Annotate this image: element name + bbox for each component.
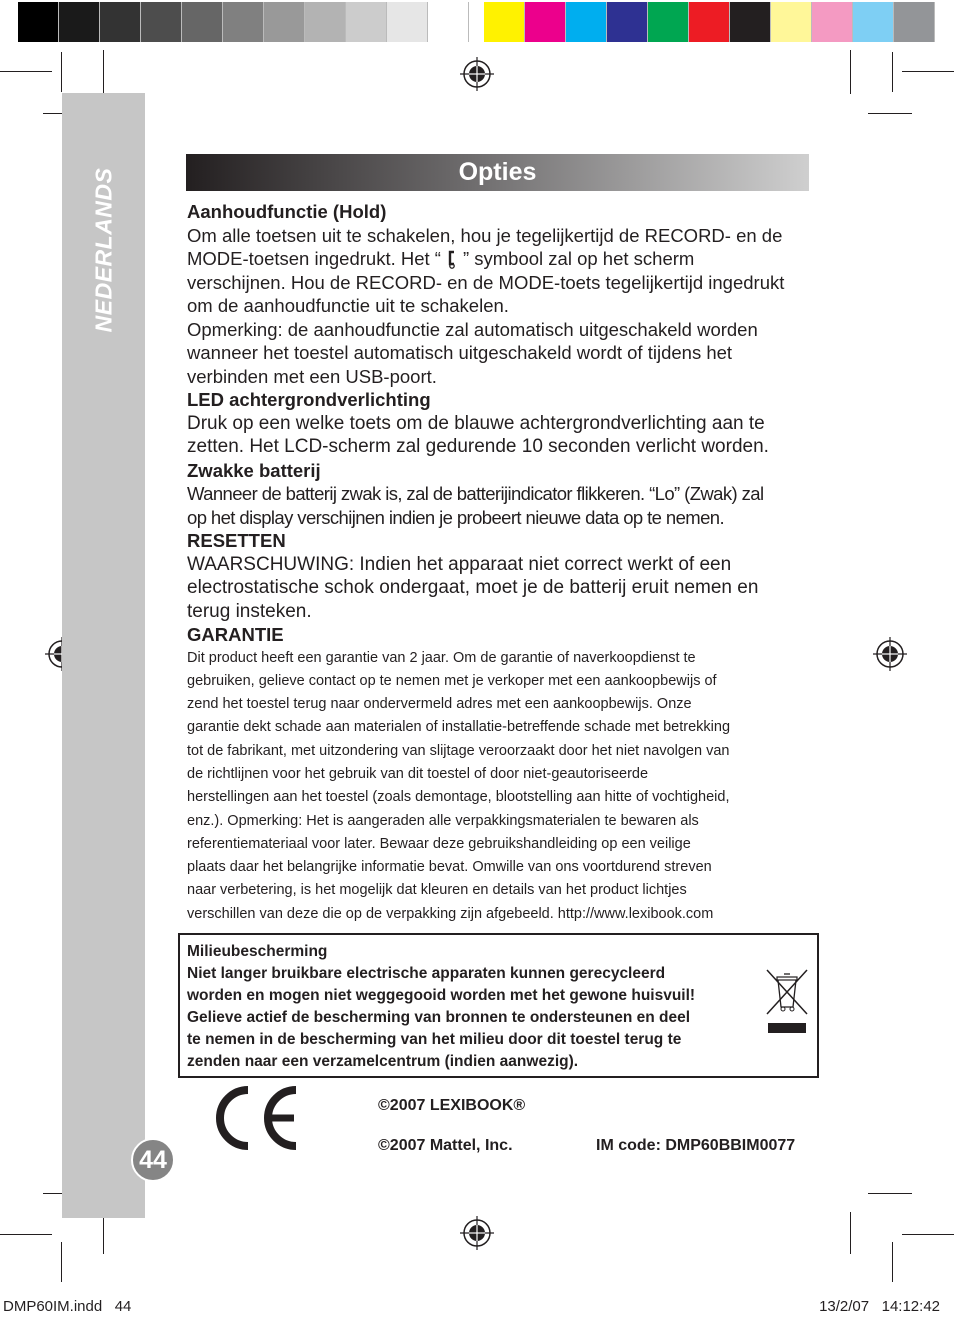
- crossed-out-bin-icon: [764, 967, 810, 1017]
- environment-notice-line: Niet langer bruikbare electrische apparaten kunnen gerecycleerd: [187, 965, 666, 982]
- body-line: ” symbool zal op het scherm: [462, 248, 695, 269]
- warranty-line: gebruiken, gelieve contact op te nemen met je verkoper met een aankoopbewijs of: [187, 672, 717, 689]
- color-swatch: [141, 2, 182, 42]
- slug-filename: DMP60IM.indd 44: [3, 1298, 132, 1315]
- environment-notice-text: [187, 941, 757, 1073]
- copyright-mattel: ©2007 Mattel, Inc.: [378, 1137, 513, 1154]
- grayscale-color-bar: [18, 2, 469, 42]
- crop-mark: [0, 71, 52, 72]
- crop-mark: [103, 50, 104, 94]
- bin-underline-bar: [768, 1023, 806, 1033]
- color-swatch: [428, 2, 469, 42]
- crop-mark: [902, 71, 954, 72]
- body-line: op het display verschijnen indien je probeert nieuwe data op te nemen.: [187, 506, 725, 528]
- warranty-line: verschillen van deze die op de verpakking zijn afgebeeld. http://www.lexibook.com: [187, 905, 714, 922]
- color-swatch: [59, 2, 100, 42]
- body-line: verbinden met een USB-poort.: [187, 365, 437, 387]
- registration-mark-icon: [460, 1216, 494, 1250]
- crop-mark: [902, 1234, 954, 1235]
- warranty-line: enz.). Opmerking: Het is aangeraden alle verpakkingsmaterialen te bewaren als: [187, 812, 699, 829]
- body-line: MODE-toetsen ingedrukt. Het “: [187, 248, 441, 269]
- color-swatch: [894, 2, 935, 42]
- ce-mark-icon: [206, 1084, 302, 1152]
- environment-notice-line: worden en mogen niet weggegooid worden met het gewone huisvuil!: [187, 987, 696, 1004]
- warranty-line: Dit product heeft een garantie van 2 jaar. Om de garantie of naverkoopdienst te: [187, 649, 696, 666]
- crop-mark: [868, 1193, 912, 1194]
- body-line: terug insteken.: [187, 600, 312, 622]
- color-swatch: [264, 2, 305, 42]
- body-line: om de aanhoudfunctie uit te schakelen.: [187, 295, 509, 316]
- warranty-line: garantie dekt schade aan materialen of installatie-betreffende schade met betrekking: [187, 719, 731, 736]
- registration-mark-icon: [873, 637, 907, 671]
- hold-key-icon: [441, 249, 463, 269]
- section-heading-warranty: GARANTIE: [187, 624, 284, 645]
- crop-mark: [868, 113, 912, 114]
- page-number: 44: [131, 1138, 175, 1182]
- crop-mark: [850, 50, 851, 94]
- color-swatch: [566, 2, 607, 42]
- warranty-line: zend het toestel terug naar ondervermeld adres met een aankoopbewijs. Onze: [187, 696, 692, 713]
- registration-mark-icon: [460, 57, 494, 91]
- warranty-line: referentiemateriaal voor later. Bewaar deze gebruikshandleiding op een veilige: [187, 835, 691, 852]
- body-line: electrostatische schok ondergaat, moet je de batterij eruit nemen en: [187, 577, 759, 598]
- section-heading-reset: RESETTEN: [187, 530, 286, 551]
- warranty-line: plaats daar het belangrijke informatie bevat. Omwille van ons voortdurend streven: [187, 859, 712, 876]
- color-swatch: [648, 2, 689, 42]
- body-line: zetten. Het LCD-scherm zal gedurende 10 seconden verlicht worden.: [187, 436, 769, 457]
- color-swatch: [18, 2, 59, 42]
- color-swatch: [387, 2, 428, 42]
- color-swatch: [223, 2, 264, 42]
- warranty-line: tot de fabrikant, met uitzondering van slijtage veroorzaakt door het niet navolgen van: [187, 742, 730, 759]
- process-color-bar: [484, 2, 935, 42]
- warranty-line: de richtlijnen voor het gebruik van dit toestel of door niet-geautoriseerde: [187, 765, 649, 782]
- warranty-line: herstellingen aan het toestel (zoals demontage, blootstelling aan hitte of vochtigheid,: [187, 789, 730, 806]
- color-swatch: [812, 2, 853, 42]
- body-line: wanneer het toestel automatisch uitgeschakeld wordt of tijdens het: [187, 342, 733, 363]
- page-title: Opties: [186, 154, 809, 191]
- color-swatch: [607, 2, 648, 42]
- slug-datetime: 13/2/07 14:12:42: [819, 1298, 940, 1315]
- environment-notice-line: zenden naar een verzamelcentrum (indien aanwezig).: [187, 1053, 579, 1070]
- warranty-line: naar verbetering, is het mogelijk dat kleuren en details van het product lichtjes: [187, 882, 687, 899]
- crop-mark: [892, 52, 893, 92]
- body-line: verschijnen. Hou de RECORD- en de MODE-toets tegelijkertijd ingedrukt: [187, 271, 785, 293]
- crop-mark: [103, 1212, 104, 1254]
- color-swatch: [182, 2, 223, 42]
- color-swatch: [525, 2, 566, 42]
- color-swatch: [305, 2, 346, 42]
- crop-mark: [892, 1242, 893, 1282]
- body-line-with-icon: [187, 247, 811, 271]
- color-swatch: [100, 2, 141, 42]
- body-line: Druk op een welke toets om de blauwe achtergrondverlichting aan te: [187, 412, 765, 434]
- im-code: IM code: DMP60BBIM0077: [596, 1137, 796, 1154]
- crop-mark: [0, 1234, 52, 1235]
- crop-mark: [61, 52, 62, 92]
- crop-mark: [61, 1242, 62, 1282]
- section-heading-battery: Zwakke batterij: [187, 459, 321, 481]
- section-heading-led: LED achtergrondverlichting: [187, 389, 431, 410]
- crop-mark: [850, 1212, 851, 1254]
- environment-notice-box: [178, 933, 819, 1078]
- color-swatch: [346, 2, 387, 42]
- body-line: Om alle toetsen uit te schakelen, hou je tegelijkertijd de RECORD- en de: [187, 224, 783, 246]
- color-swatch: [730, 2, 771, 42]
- color-swatch: [484, 2, 525, 42]
- language-label: NEDERLANDS: [90, 167, 117, 333]
- environment-notice-title: Milieubescherming: [187, 943, 328, 960]
- body-line: Wanneer de batterij zwak is, zal de batterijindicator flikkeren. “Lo” (Zwak) zal: [187, 483, 764, 504]
- main-content: [187, 200, 811, 926]
- color-swatch: [853, 2, 894, 42]
- environment-notice-line: Gelieve actief de bescherming van bronnen te ondersteunen en deel: [187, 1009, 691, 1026]
- section-heading-hold: Aanhoudfunctie (Hold): [187, 201, 387, 222]
- color-swatch: [689, 2, 730, 42]
- environment-notice-line: te nemen in de bescherming van het milieu door dit toestel terug te: [187, 1031, 682, 1048]
- color-swatch: [771, 2, 812, 42]
- copyright-lexibook: ©2007 LEXIBOOK®: [378, 1097, 526, 1114]
- body-line: Opmerking: de aanhoudfunctie zal automatisch uitgeschakeld worden: [187, 318, 758, 340]
- body-line: WAARSCHUWING: Indien het apparaat niet correct werkt of een: [187, 553, 732, 575]
